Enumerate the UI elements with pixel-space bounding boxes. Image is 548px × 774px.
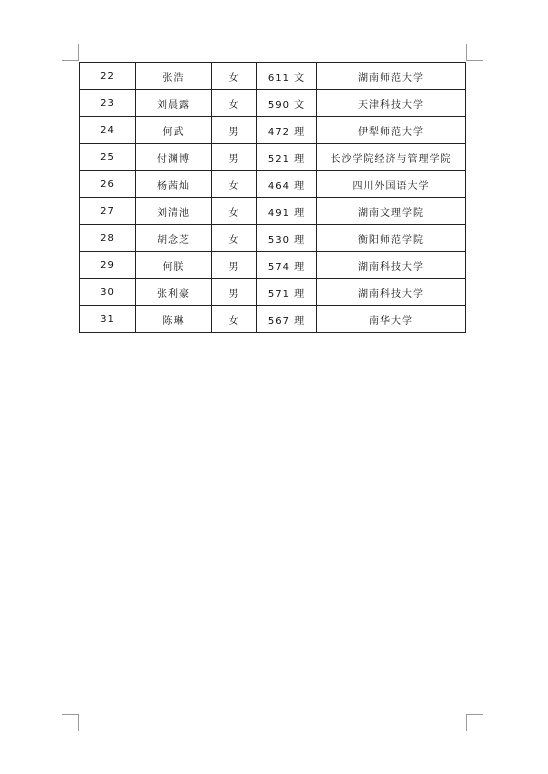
student-name: 张利豪 xyxy=(136,279,212,306)
row-number: 28 xyxy=(80,225,136,252)
table-row xyxy=(80,225,466,252)
exam-score: 472 理 xyxy=(257,117,317,144)
exam-score: 530 理 xyxy=(257,225,317,252)
student-sex: 女 xyxy=(212,225,257,252)
admitted-school: 湖南文理学院 xyxy=(317,198,466,225)
admitted-school: 南华大学 xyxy=(317,306,466,333)
row-number: 26 xyxy=(80,171,136,198)
table-row xyxy=(80,306,466,333)
student-sex: 男 xyxy=(212,252,257,279)
student-sex: 男 xyxy=(212,117,257,144)
exam-score: 464 理 xyxy=(257,171,317,198)
student-name: 何武 xyxy=(136,117,212,144)
row-number: 27 xyxy=(80,198,136,225)
admitted-school: 湖南科技大学 xyxy=(317,279,466,306)
table-row xyxy=(80,63,466,90)
admitted-school: 四川外国语大学 xyxy=(317,171,466,198)
row-number: 23 xyxy=(80,90,136,117)
table-row xyxy=(80,90,466,117)
student-sex: 女 xyxy=(212,63,257,90)
exam-score: 611 文 xyxy=(257,63,317,90)
crop-mark-top-right xyxy=(466,44,483,61)
student-name: 刘清池 xyxy=(136,198,212,225)
crop-mark-bottom-left xyxy=(62,714,79,731)
table-row xyxy=(80,171,466,198)
admitted-school: 湖南师范大学 xyxy=(317,63,466,90)
admitted-school: 湖南科技大学 xyxy=(317,252,466,279)
student-name: 杨茜灿 xyxy=(136,171,212,198)
row-number: 25 xyxy=(80,144,136,171)
student-sex: 男 xyxy=(212,144,257,171)
table-row xyxy=(80,198,466,225)
table-row xyxy=(80,252,466,279)
admitted-school: 衡阳师范学院 xyxy=(317,225,466,252)
exam-score: 590 文 xyxy=(257,90,317,117)
exam-score: 521 理 xyxy=(257,144,317,171)
student-name: 胡念芝 xyxy=(136,225,212,252)
table-row xyxy=(80,279,466,306)
student-name: 刘晨露 xyxy=(136,90,212,117)
admitted-school: 天津科技大学 xyxy=(317,90,466,117)
table-row xyxy=(80,117,466,144)
table-row xyxy=(80,144,466,171)
exam-score: 491 理 xyxy=(257,198,317,225)
admitted-school: 伊犁师范大学 xyxy=(317,117,466,144)
row-number: 31 xyxy=(80,306,136,333)
exam-score: 567 理 xyxy=(257,306,317,333)
row-number: 30 xyxy=(80,279,136,306)
exam-score: 574 理 xyxy=(257,252,317,279)
row-number: 22 xyxy=(80,63,136,90)
student-name: 付渊博 xyxy=(136,144,212,171)
student-sex: 女 xyxy=(212,198,257,225)
exam-score: 571 理 xyxy=(257,279,317,306)
student-sex: 女 xyxy=(212,306,257,333)
crop-mark-top-left xyxy=(62,44,79,61)
row-number: 24 xyxy=(80,117,136,144)
student-sex: 男 xyxy=(212,279,257,306)
admission-table xyxy=(79,62,466,333)
student-name: 陈琳 xyxy=(136,306,212,333)
crop-mark-bottom-right xyxy=(466,714,483,731)
admitted-school: 长沙学院经济与管理学院 xyxy=(317,144,466,171)
student-sex: 女 xyxy=(212,90,257,117)
student-name: 何朕 xyxy=(136,252,212,279)
student-sex: 女 xyxy=(212,171,257,198)
student-name: 张浩 xyxy=(136,63,212,90)
row-number: 29 xyxy=(80,252,136,279)
